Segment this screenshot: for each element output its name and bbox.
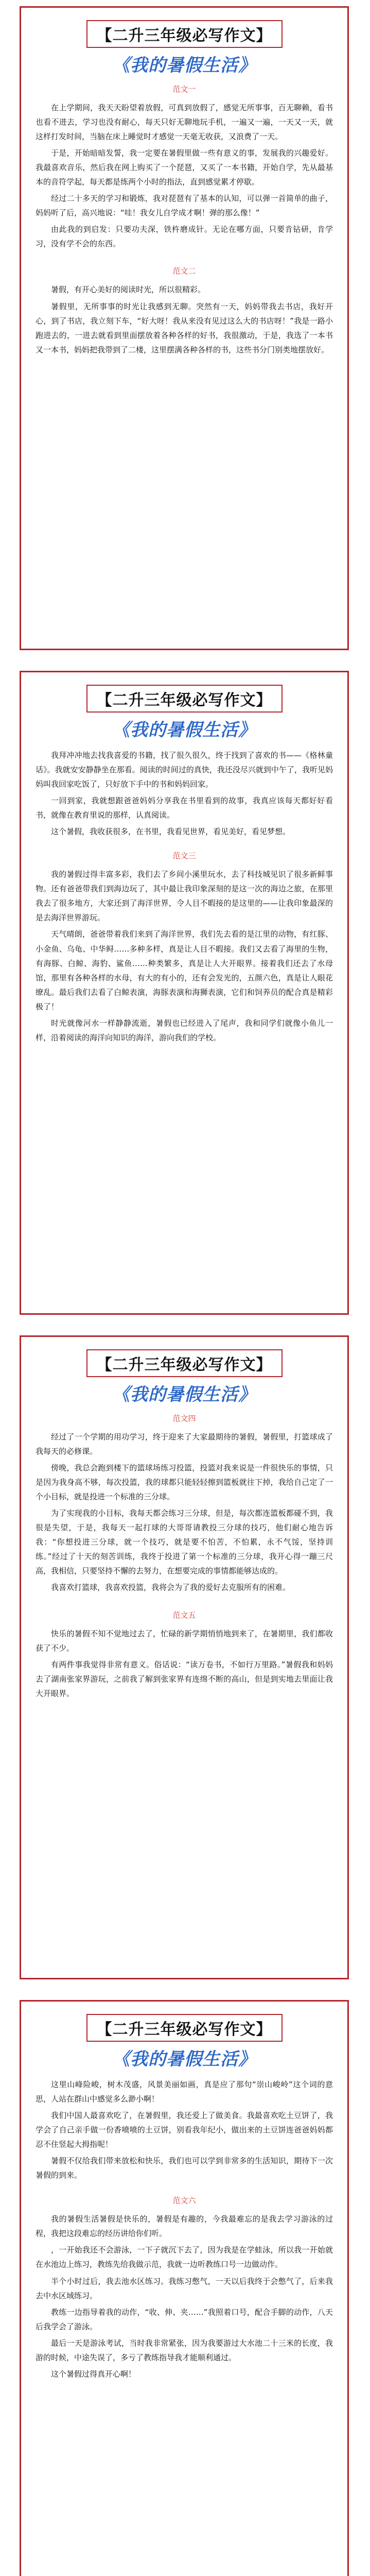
paragraph: 有两件事我觉得非常有意义。俗话说：“读万卷书，不如行万里路。”暑假我和妈妈去了湖南张家界游玩，之前我了解到张家界有连绵不断的高山，但是到实地去里面让我大开眼界。 (36, 1659, 333, 1698)
section-label: 范文二 (172, 266, 196, 276)
paragraph: 经过二十多天的学习和锻炼，我对琵琶有了基本的认知，可以弹一首简单的曲子，妈妈听了后，高兴地说：“哇！我女儿自学成才啊！弹的那么像！” (36, 194, 333, 218)
main-title: 【二升三年级必写作文】 (86, 20, 283, 48)
paragraph: 我的暑假过得丰富多彩，我们去了乡间小溪里玩水，去了科技城见识了很多新鲜事物。还有爸爸带我们到海边玩了，其中最让我印象深刻的是这一次的海边之旅，在那里我去了很多地方，大家还到了海洋世界，令人目不暇接的是这里的——让我印象最深的是去海洋世界游玩。 (36, 870, 333, 923)
paragraph: 半个小时过后，我去池水区练习。我练习憋气，一天以后我终于会憋气了，后来我去中水区域练习。 (36, 2276, 333, 2300)
paragraph: 这个暑假过得真开心啊！ (51, 2369, 136, 2379)
paragraph: 由此我的到启发：只要功夫深，铁杵磨成针。无论在哪方面，只要肯钻研，肯学习，没有学不会的东西。 (36, 225, 333, 249)
article-card-4 (20, 2000, 349, 2576)
paragraph: 我拜冲冲地去找我喜爱的书籍，找了很久很久，终于找到了喜欢的书——《格林童话》。我就安安静静坐在那看。阅读的时间过的真快，我还没尽兴就到中午了，我听见妈妈叫我回家吃饭了，只好放下手中的书和妈妈回家。 (36, 751, 333, 789)
article-card-1 (20, 6, 349, 650)
sub-title: 《我的暑假生活》 (112, 1384, 256, 1405)
paragraph: 我喜欢打篮球，我喜欢投篮，我将会为了我的爱好去克服所有的困难。 (51, 1583, 291, 1592)
section-label: 范文一 (172, 84, 196, 94)
article-card-3 (20, 1335, 349, 1979)
paragraph: 一回到家，我就想跟爸爸妈妈分享我在书里看到的故事，我真应该每天都好好看书，就像在教育里说的那样，认真阅读。 (36, 796, 333, 820)
section-label: 范文四 (172, 1414, 196, 1423)
paragraph: 为了实现我的小目标，我每天都会练习三分球，但是，每次都连篮板都碰不到，我很是失望，于是，我每天一起打球的大哥哥请教投三分球的技巧，他们耐心地告诉我：“你想投进三分球，就一个技巧，就是要不怕苦，不怕累，永不气馁，坚持训练。”经过了十天的刻苦训练，我终于投进了第一个标准的三分球，我开心得一蹦三尺高，我相信，只要坚持不懈的去努力，在想要完成的事情都能够达成的。 (36, 1509, 333, 1576)
paragraph: 教练一边指导着我的动作，“收、伸、夹……”我照着口号，配合手脚的动作，八天后我学会了游泳。 (36, 2307, 333, 2331)
section-label: 范文三 (172, 851, 196, 861)
main-title: 【二升三年级必写作文】 (86, 2014, 283, 2042)
paragraph: 暑假里，无所事事的时光让我感到无聊。突然有一天，妈妈带我去书店，我好开心，到了书店，我立刻下车，“好大呀！我从来没有见过这么大的书店呀！”我是一路小跑进去的，一进去就看到里面摆放着各种各样的好书，我很激动，于是，我选了一本书又一本书，妈妈把我带到了二楼，这里摆满各种各样的书，这些书分门别类地摆放好。 (36, 301, 333, 354)
paragraph: 傍晚，我总会跑到楼下的篮球场练习投篮，投篮对我来说是一件很快乐的事情，只是因为我身高不够，每次投篮，我的球都只能轻轻擦到篮板就往下掉，我给自己定了一个小目标，就是投进一个标准的三分球。 (36, 1463, 333, 1502)
paragraph: 快乐的暑假不知不觉地过去了，忙碌的新学期悄悄地到来了，在暑期里，我们都收获了不少。 (36, 1629, 333, 1653)
article-card-2 (20, 671, 349, 1315)
card-header (36, 685, 333, 741)
paragraph: 这里山峰险峻，树木茂盛，风景美丽如画，真是应了那句“崇山峻岭”这个词的意思，人站在群山中感觉多么渺小啊！ (36, 2080, 333, 2104)
main-title: 【二升三年级必写作文】 (86, 1349, 283, 1377)
paragraph: 于是，开始暗暗发誓，我一定要在暑假里做一些有意义的事，发展我的兴趣爱好。我最喜欢音乐，然后我在网上购买了一个琵琶，又买了一本书籍，开始自学，先从最基本的音符学起，每天都是练两个小时的指法，直到感觉累才停歇。 (36, 148, 333, 187)
card-header (36, 20, 333, 76)
paragraph: 时光就像河水一样静静流逝，暑假也已经进入了尾声，我和同学们就像小鱼儿一样，沿着阅读的海洋向知识的海洋，游向我们的学校。 (36, 1018, 333, 1042)
section-label: 范文六 (172, 2196, 196, 2206)
paragraph: 暑假不仅给我们带来放松和快乐，我们也可以学到非常多的生活知识，期待下一次暑假的到来。 (36, 2156, 333, 2180)
paragraph: 这个暑假，我收获很多，在书里，我看见世界，看见美好，看见梦想。 (51, 827, 291, 837)
section-label: 范文五 (172, 1610, 196, 1620)
paragraph: 暑假，有开心美好的阅读时光，所以很精彩。 (51, 285, 206, 295)
sub-title: 《我的暑假生活》 (112, 720, 256, 740)
paragraph: ，一开始我还不会游泳，一下子就沉下去了，因为我是在学蛙泳，所以我一开始就在水池边上练习，教练先给我做示范，我就一边听教练口号一边做动作。 (36, 2245, 333, 2269)
paragraph: 我们中国人最喜欢吃了，在暑假里，我还爱上了做美食。我最喜欢吃土豆饼了，我学会了自己亲手做一份香喷喷的土豆饼，别看我年纪小，做出来的土豆饼连爸爸妈妈都忍不住竖起大拇指呢！ (36, 2111, 333, 2149)
paragraph: 经过了一个学期的用功学习，终于迎来了大家最期待的暑假，暑假里，打篮球成了我每天的必修课。 (36, 1432, 333, 1456)
sub-title: 《我的暑假生活》 (112, 2049, 256, 2070)
paragraph: 天气晴朗，爸爸带着我们来到了海洋世界，我们先去看的是江里的动物，有红豚、小金鱼、乌龟、中华鲟……多种多样，真是让人目不暇接。我们又去看了海里的生物，有海豚、白鲸、海豹、鲨鱼……种类繁多，真是让人大开眼界。接着我们还去了水母馆，那里有各种各样的水母，有大的有小的，还有会发光的，五颜六色，真是让人眼花缭乱。最后我们去看了白鲸表演，海豚表演和海狮表演，它们和饲养员的配合真是精彩极了！ (36, 929, 333, 1011)
main-title: 【二升三年级必写作文】 (86, 685, 283, 713)
sub-title: 《我的暑假生活》 (112, 55, 256, 76)
paragraph: 在上学期间，我天天盼望着放假，可真到放假了，感觉无所事事，百无聊赖，看书也看不进去，学习也没有耐心，每天只好无聊地玩手机，一遍又一遍，一天又一天，就这样打发时间，当脑在床上睡觉时才感觉一天毫无收获，又浪费了一天。 (36, 103, 333, 142)
card-header (36, 1349, 333, 1405)
paragraph: 最后一天是游泳考试，当时我非常紧张，因为我要游过大水池二十三米的长度，我游的时候，中途失误了，多亏了教练指导我才能顺利通过。 (36, 2338, 333, 2362)
paragraph: 我的暑假生活暑假是快乐的，暑假是有趣的，今我最难忘的是我去学习游泳的过程，我把这段难忘的经历讲给你们听。 (36, 2214, 333, 2239)
card-header (36, 2014, 333, 2070)
